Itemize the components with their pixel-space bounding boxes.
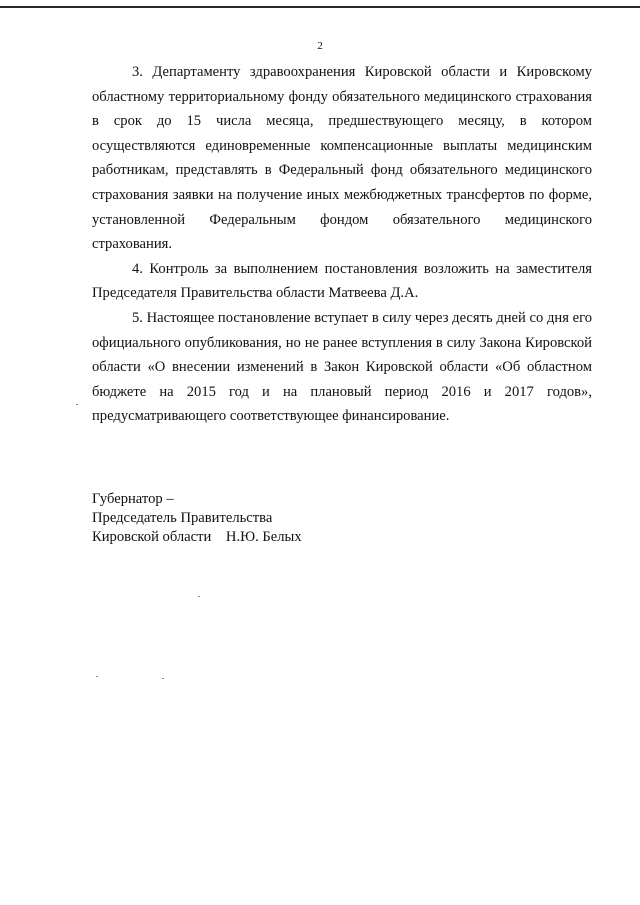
signature-title: Губернатор – [92, 491, 174, 507]
signature-block [92, 490, 302, 547]
scan-speck [96, 676, 98, 677]
page-number: 2 [317, 40, 323, 52]
signature-name: Кировской области Н.Ю. Белых [92, 529, 302, 545]
paragraph-4: 4. Контроль за выполнением постановления возложить на заместителя Председателя Правительства области Матвеева Д.А. [92, 260, 592, 302]
scan-speck [162, 678, 164, 679]
paragraph-5: 5. Настоящее постановление вступает в силу через десять дней со дня его официального опубликования, но не ранее вступления в силу Закона Кировской области «О внесении изменений в Закон Кировской области «Об областном бюджете на 2015 год и на плановый период 2016 и 2017 годов», предусматривающего соответствующее финансирование. [92, 309, 592, 425]
top-border-line [0, 6, 640, 8]
signature-position: Председатель Правительства [92, 510, 273, 526]
scan-speck [76, 404, 78, 405]
scan-speck [198, 596, 200, 597]
paragraph-3: 3. Департаменту здравоохранения Кировской области и Кировскому областному территориальному фонду обязательного медицинского страхования в срок до 15 числа месяца, предшествующего месяцу, в котором осуществляются единовременные компенсационные выплаты медицинским работникам, представлять в Федеральный фонд обязательного медицинского страхования заявки на получение иных межбюджетных трансфертов по форме, установленной Федеральным фондом обязательного медицинского страхования. [92, 64, 592, 253]
document-body [92, 60, 592, 429]
